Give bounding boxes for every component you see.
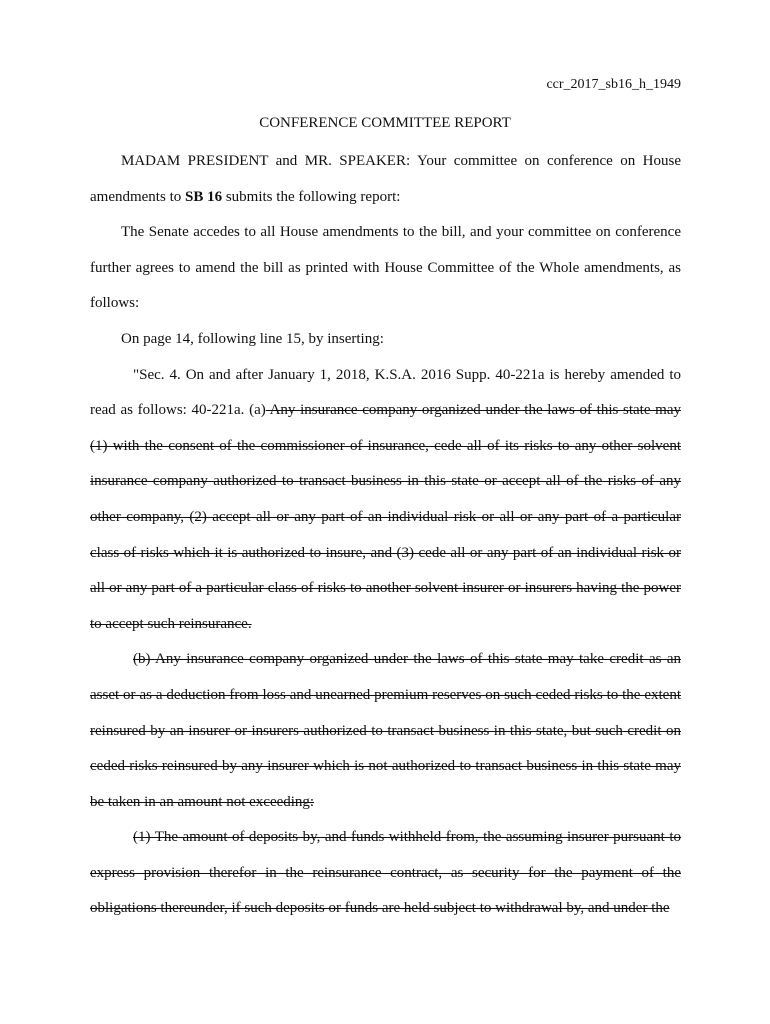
- document-id: ccr_2017_sb16_h_1949: [546, 77, 681, 92]
- struck-text-a: Any insurance company organized under the laws of this state may (1) with the consent of the commissioner of insurance, cede all of its risks to any other solvent insurance company authorized to transact business in this state or accept all of the risks of any other company, (2) accept all or any part of an individual risk or all or any part of a particular class of risks which it is authorized to insure, and (3) cede all or any part of an individual risk or all or any part of a particular class of risks to another solvent insurer or insurers having the power to accept such reinsurance.: [90, 402, 682, 632]
- accede-paragraph: The Senate accedes to all House amendments to the bill, and your committee on conference further agrees to amend the bill as printed with House Committee of the Whole amendments, as follows:: [90, 224, 681, 312]
- subsection-b-paragraph: [90, 642, 681, 820]
- intro-text-1: MADAM PRESIDENT and MR. SPEAKER: Your committee on conference on House amendments to: [90, 153, 681, 205]
- struck-text-1: (1) The amount of deposits by, and funds withheld from, the assuming insurer pursuant to express provision therefor in the reinsurance contract, as security for the payment of the obligations thereunder, if such deposits or funds are held subject to withdrawal by, and under the: [90, 829, 681, 917]
- report-title: CONFERENCE COMMITTEE REPORT: [259, 115, 511, 131]
- section-4-lead: "Sec. 4. On and after January 1, 2018, K.S.A. 2016 Supp. 40-221a is hereby amended to read as follows: 40-221a. (a): [90, 366, 681, 419]
- report-body: [90, 144, 681, 927]
- section-4-paragraph: [90, 358, 681, 643]
- subsection-1-paragraph: [90, 820, 681, 927]
- bill-number: SB 16: [184, 188, 223, 205]
- intro-text-2: submits the following report:: [222, 188, 401, 205]
- struck-text-b: (b) Any insurance company organized under the laws of this state may take credit as an asset or as a deduction from loss and unearned premium reserves on such ceded risks to the extent reinsured by an insurer or insurers authorized to transact business in this state, but such credit on ceded risks reinsured by any insurer which is not authorized to transact business in this state may be taken in an amount not exceeding:: [90, 651, 681, 810]
- page-line-paragraph: On page 14, following line 15, by inserting:: [121, 330, 384, 347]
- intro-paragraph: [90, 144, 681, 215]
